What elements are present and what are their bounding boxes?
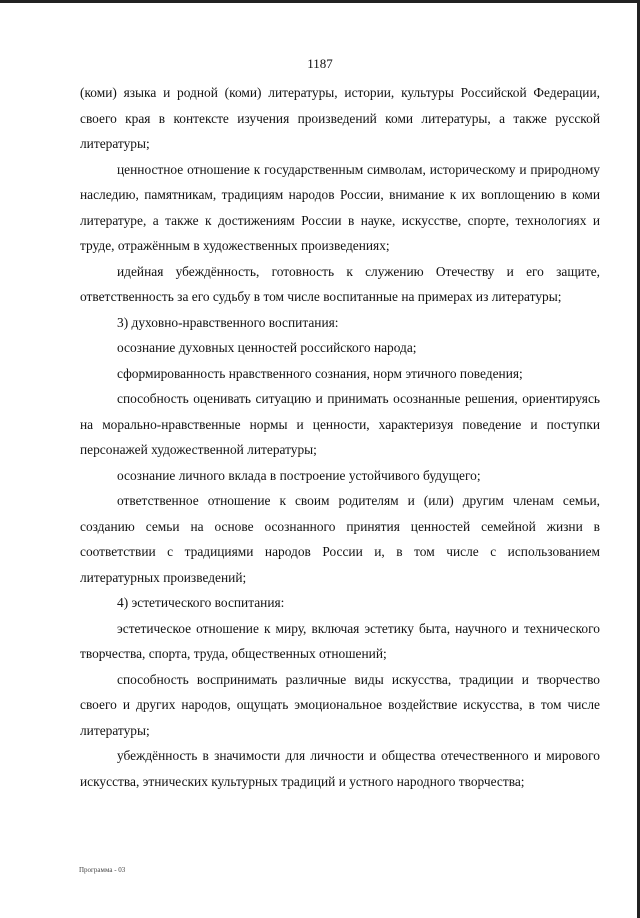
section-heading-4: 4) эстетического воспитания: xyxy=(117,595,285,610)
paragraph-11: эстетическое отношение к миру, включая эстетику быта, научного и технического творчества, спорта, труда, общественных отношений; xyxy=(80,620,600,661)
paragraph-7: способность оценивать ситуацию и принимать осознанные решения, ориентируясь на морально-нравственные нормы и ценности, характеризуя поведение и поступки персонажей художественной литературы; xyxy=(80,391,600,457)
scan-edge-top xyxy=(0,0,640,3)
paragraph-1: (коми) языка и родной (коми) литературы, истории, культуры Российской Федерации, своего края в контексте изучения произведений коми литературы, а также русской литературы; xyxy=(80,85,600,151)
paragraph-8: осознание личного вклада в построение устойчивого будущего; xyxy=(117,467,481,483)
document-body xyxy=(80,80,600,794)
section-heading-3: 3) духовно-нравственного воспитания: xyxy=(117,314,339,330)
paragraph-6: сформированность нравственного сознания, норм этичного поведения; xyxy=(117,365,523,381)
footer-note: Программа - 03 xyxy=(79,866,126,874)
paragraph-13: убеждённость в значимости для личности и общества отечественного и мирового искусства, этнических культурных традиций и устного народного творчества; xyxy=(80,748,600,789)
paragraph-2: ценностное отношение к государственным символам, историческому и природному наследию, памятникам, традициям народов России, внимание к их воплощению в коми литературе, а также к достижениям России в науке, искусстве, спорте, технологиях и труде, отражённым в художественных произведениях; xyxy=(80,161,600,253)
paragraph-9: ответственное отношение к своим родителям и (или) другим членам семьи, созданию семьи на основе осознанного принятия ценностей семейной жизни в соответствии с традициями народов России и, в том числе с использованием литературных произведений; xyxy=(80,493,600,585)
page-number: 1187 xyxy=(307,56,333,71)
paragraph-12: способность воспринимать различные виды искусства, традиции и творчество своего и других народов, ощущать эмоциональное воздействие искусства, в том числе литературы; xyxy=(80,671,600,738)
paragraph-3: идейная убеждённость, готовность к служению Отечеству и его защите, ответственность за его судьбу в том числе воспитанные на примерах из литературы; xyxy=(80,263,600,304)
paragraph-5: осознание духовных ценностей российского народа; xyxy=(117,340,417,355)
